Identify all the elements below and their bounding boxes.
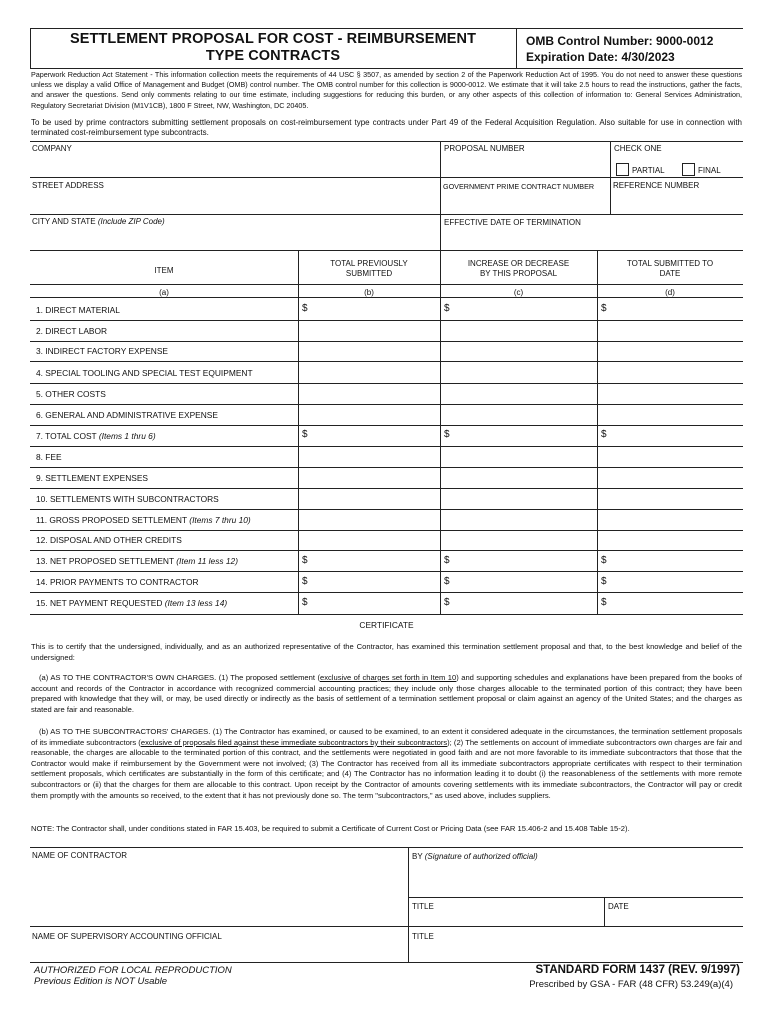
col-incdec-header-1: INCREASE OR DECREASE — [467, 259, 570, 268]
title-label: TITLE — [412, 902, 434, 911]
title-field[interactable] — [412, 911, 602, 925]
table-row-12-label: 12. DISPOSAL AND OTHER CREDITS — [36, 535, 182, 545]
table-row-3-label: 3. INDIRECT FACTORY EXPENSE — [36, 346, 169, 356]
para-b-post: ); (2) The settlements on account of immediate subcontractors own charges are fair and reasonable, the charges are allocable to the terminated portion of this contract, and the settlements were negotiated in good faith and are not more favorable to its immediate subcontractors that those that the Contractor would make if reimbursement by the Government were not involved; (3) The Contractor has received from all its immediate subcontractors appropriate certificates with respect to their termination settlement proposals, which certificates are substantially in the form of this certificate; and (4) The Contractor has no information leading it to doubt (i) the reasonableness of the settlements with more remote subcontractors or (ii) that the charges for them are allocable to this contract. Upon receipt by the Contractor of amounts covering settlements with its immediate subcontractors, the Contractor will pay or credit them promptly with the amounts so received, to the extent that it has not previously done so. The term "subcontractors," as used above, includes suppliers. — [31, 737, 742, 800]
para-a-pre: (a) AS TO THE CONTRACTOR'S OWN CHARGES. (1) The proposed settlement ( — [39, 673, 320, 682]
by-text: BY — [412, 852, 425, 861]
col-item-header: ITEM — [154, 266, 174, 275]
certificate-para-b — [31, 727, 742, 801]
row-11-text: 11. GROSS PROPOSED SETTLEMENT — [36, 515, 190, 525]
company-label: COMPANY — [32, 144, 72, 153]
dollar-sign: $ — [444, 303, 450, 314]
col-a-label: (a) — [159, 288, 169, 297]
reference-number-field[interactable] — [614, 191, 740, 213]
certificate-para-a — [31, 673, 742, 715]
signature-field[interactable] — [412, 862, 740, 896]
para-b-underline: exclusive of proposals filed against these immediate subcontractors by their subcontractors — [140, 737, 448, 747]
usage-note: To be used by prime contractors submitting settlement proposals on cost-reimbursement type contracts under Part 49 of the Federal Acquisition Regulation. Also suitable for use in connection with terminated cost-reimbursement type subcontracts. — [31, 118, 742, 138]
effective-date-field[interactable] — [444, 228, 740, 249]
date-label: DATE — [608, 902, 629, 911]
partial-checkbox[interactable] — [616, 163, 629, 176]
table-row-7-label — [36, 431, 156, 441]
partial-label: PARTIAL — [632, 166, 665, 175]
dollar-sign: $ — [302, 303, 308, 314]
para-b-pre: (b) AS TO THE SUBCONTRACTORS' CHARGES. (1) The Contractor has examined, or caused to be examined, to an extent it considered adequate in the circumstances, the termination settlement proposals of its immediate subcontractors ( — [31, 727, 742, 747]
col-total-sub-header-1: TOTAL SUBMITTED TO — [626, 259, 714, 268]
final-label: FINAL — [698, 166, 721, 175]
dollar-sign: $ — [601, 555, 607, 566]
street-address-field[interactable] — [32, 191, 436, 213]
dollar-sign: $ — [302, 555, 308, 566]
city-state-label — [32, 217, 165, 227]
form-title-line2: TYPE CONTRACTS — [205, 48, 341, 64]
dollar-sign: $ — [601, 576, 607, 587]
dollar-sign: $ — [444, 555, 450, 566]
row-13-text: 13. NET PROPOSED SETTLEMENT — [36, 556, 177, 566]
reference-number-label: REFERENCE NUMBER — [613, 181, 700, 190]
city-state-field[interactable] — [32, 228, 436, 249]
col-total-sub-header-2: DATE — [659, 269, 681, 278]
gov-prime-contract-field[interactable] — [444, 192, 606, 213]
proposal-number-label: PROPOSAL NUMBER — [444, 144, 525, 153]
previous-edition: Previous Edition is NOT Usable — [34, 976, 168, 987]
row-13-hint: (Item 11 less 12) — [176, 556, 238, 566]
dollar-sign: $ — [444, 576, 450, 587]
expiration-date: Expiration Date: 4/30/2023 — [526, 50, 675, 64]
dollar-sign: $ — [302, 429, 308, 440]
row-7-hint: (Items 1 thru 6) — [98, 431, 156, 441]
col-total-prev-header-1: TOTAL PREVIOUSLY — [330, 259, 408, 268]
company-field[interactable] — [32, 154, 436, 176]
table-row-2-label: 2. DIRECT LABOR — [36, 326, 108, 336]
proposal-number-field[interactable] — [444, 154, 606, 176]
col-c-label: (c) — [513, 288, 524, 297]
certificate-intro: This is to certify that the undersigned, individually, and as an authorized representative of the Contractor, has examined this termination settlement proposal and that, to the best knowledge and belief of the undersigned: — [31, 642, 742, 662]
dollar-sign: $ — [302, 597, 308, 608]
table-row-8-label: 8. FEE — [36, 452, 62, 462]
supervisory-official-field[interactable] — [32, 942, 404, 961]
effective-date-label: EFFECTIVE DATE OF TERMINATION — [444, 218, 581, 227]
street-address-label: STREET ADDRESS — [32, 181, 104, 190]
table-row-11-label — [36, 515, 251, 525]
table-row-14-label: 14. PRIOR PAYMENTS TO CONTRACTOR — [36, 577, 199, 587]
col-incdec-header-2: BY THIS PROPOSAL — [479, 269, 558, 278]
certificate-note: NOTE: The Contractor shall, under conditions stated in FAR 15.403, be required to submit a Certificate of Current Cost or Pricing Data (see FAR 15.406-2 and 15.408 Table 15-2). — [31, 824, 630, 833]
city-state-text: CITY AND STATE — [32, 217, 96, 226]
para-a-underline: exclusive of charges set forth in Item 10 — [319, 673, 457, 682]
gov-prime-contract-label: GOVERNMENT PRIME CONTRACT NUMBER — [443, 182, 595, 191]
dollar-sign: $ — [601, 597, 607, 608]
authorized-reproduction: AUTHORIZED FOR LOCAL REPRODUCTION — [34, 965, 232, 976]
supervisory-official-label: NAME OF SUPERVISORY ACCOUNTING OFFICIAL — [32, 932, 222, 941]
paperwork-statement: Paperwork Reduction Act Statement - This information collection meets the requirements of 44 USC § 3507, as amended by section 2 of the Paperwork Reduction Act of 1995. You do not need to answer these questions unless we display a valid Office of Management and Budget (OMB) control number. The OMB control number for this collection is 9000-0012. We estimate that it will take 2.5 hours to read the instructions, gather the facts, and answer the questions. Send only comments relating to our time estimate, including suggestions for reducing this burden, or any other aspects of this collection of information to: General Services Administration, Regulatory Secretariat Division (M1V1CB), 1800 F Street, NW, Washington, DC 20405. — [31, 70, 742, 110]
form-title — [40, 31, 506, 65]
col-b-label: (b) — [364, 288, 374, 297]
by-signature-label — [412, 852, 538, 862]
col-total-prev-header-2: SUBMITTED — [345, 269, 393, 278]
check-one-label: CHECK ONE — [614, 144, 662, 153]
table-row-5-label: 5. OTHER COSTS — [36, 389, 106, 399]
dollar-sign: $ — [601, 429, 607, 440]
certificate-heading: CERTIFICATE — [359, 620, 414, 630]
dollar-sign: $ — [601, 303, 607, 314]
row-7-text: 7. TOTAL COST — [36, 431, 99, 441]
table-row-15-label — [36, 598, 227, 608]
table-row-4-label: 4. SPECIAL TOOLING AND SPECIAL TEST EQUIPMENT — [36, 368, 253, 378]
table-row-1-label: 1. DIRECT MATERIAL — [36, 305, 120, 315]
date-field[interactable] — [608, 911, 740, 925]
omb-control-number: OMB Control Number: 9000-0012 — [526, 34, 714, 48]
table-row-9-label: 9. SETTLEMENT EXPENSES — [36, 473, 149, 483]
name-of-contractor-field[interactable] — [32, 862, 404, 924]
table-row-13-label — [36, 556, 238, 566]
title2-label: TITLE — [412, 932, 434, 941]
final-checkbox[interactable] — [682, 163, 695, 176]
name-of-contractor-label: NAME OF CONTRACTOR — [32, 851, 127, 860]
table-row-6-label: 6. GENERAL AND ADMINISTRATIVE EXPENSE — [36, 410, 218, 420]
city-state-hint: (Include ZIP Code) — [97, 217, 165, 226]
standard-form-number: STANDARD FORM 1437 (REV. 9/1997) — [535, 964, 740, 976]
row-15-text: 15. NET PAYMENT REQUESTED — [36, 598, 165, 608]
col-d-label: (d) — [665, 288, 675, 297]
title2-field[interactable] — [412, 942, 740, 961]
by-hint: (Signature of authorized official) — [424, 852, 538, 861]
prescribed-by: Prescribed by GSA - FAR (48 CFR) 53.249(a)(4) — [529, 979, 733, 990]
para-a-post: ) and supporting schedules and explanations have been prepared from the books of account and records of the Contractor in accordance with recognized commercial accounting practices; they include only those charges allocable to the terminated portion of this contract; they have been prepared with knowledge that they will, or may, be used directly or indirectly as the basis of settlement of a termination settlement proposal or claim against an agency of the United States; and the charges as stated are fair and reasonable. — [31, 673, 742, 714]
dollar-sign: $ — [444, 597, 450, 608]
form-title-line1: SETTLEMENT PROPOSAL FOR COST - REIMBURSEMENT — [69, 31, 477, 47]
row-15-hint: (Item 13 less 14) — [164, 598, 228, 608]
table-row-10-label: 10. SETTLEMENTS WITH SUBCONTRACTORS — [36, 494, 219, 504]
dollar-sign: $ — [302, 576, 308, 587]
dollar-sign: $ — [444, 429, 450, 440]
row-11-hint: (Items 7 thru 10) — [189, 515, 251, 525]
